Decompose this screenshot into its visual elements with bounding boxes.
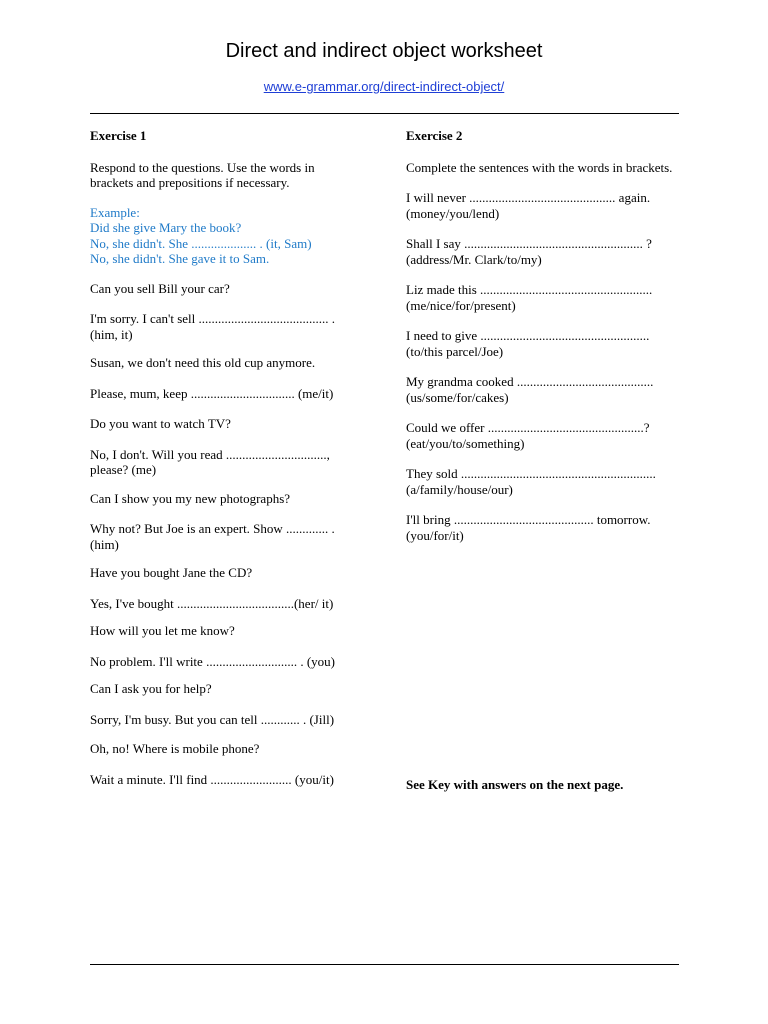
exercise-2-item: Shall I say ....................................................... ? (address/Mr. Clark/to/my) — [406, 236, 656, 267]
example-line: No, she didn't. She gave it to Sam. — [90, 251, 270, 266]
exercise-1-question: How will you let me know? — [90, 623, 235, 638]
exercise-2-item: Could we offer ................................................? (eat/you/to/something) — [406, 420, 653, 451]
exercise-2-item: I need to give .................................................... (to/this parcel/Joe) — [406, 328, 653, 359]
exercise-1-instruction: Respond to the questions. Use the words in brackets and prepositions if necessary. — [90, 159, 318, 190]
exercise-1-answer: Yes, I've bought ....................................(her/ it) — [90, 595, 334, 611]
exercise-1-question: Can you sell Bill your car? — [90, 280, 230, 296]
exercise-1-question: Can I ask you for help? — [90, 681, 212, 696]
exercise-1-answer: No, I don't. Will you read ..............................., please? (me) — [90, 446, 334, 477]
page-title: Direct and indirect object worksheet — [225, 40, 543, 62]
exercise-2-item: Liz made this ..................................................... (me/nice/for/present) — [406, 282, 656, 313]
exercise-1-question: Can I show you my new photographs? — [90, 490, 291, 506]
answer-key-note: See Key with answers on the next page. — [406, 777, 624, 792]
exercise-1-column — [90, 128, 360, 787]
source-link[interactable]: www.e-grammar.org/direct-indirect-object/ — [263, 79, 505, 94]
exercise-2-item: I'll bring ........................................... tomorrow. (you/for/it) — [406, 512, 654, 543]
example-block — [90, 205, 360, 267]
exercise-2-column — [406, 128, 678, 543]
exercise-1-answer: No problem. I'll write ............................ . (you) — [90, 653, 335, 669]
exercise-1-answer: Wait a minute. I'll find ......................... (you/it) — [90, 771, 334, 787]
example-line: Did she give Mary the book? — [90, 220, 242, 235]
exercise-1-answer: Please, mum, keep ................................ (me/it) — [90, 385, 334, 401]
exercise-1-question: Have you bought Jane the CD? — [90, 565, 253, 580]
exercise-2-item: My grandma cooked .......................................... (us/some/for/cakes) — [406, 374, 657, 405]
exercise-1-answer: I'm sorry. I can't sell ........................................ . (him, it) — [90, 311, 339, 342]
bottom-divider — [90, 964, 679, 965]
exercise-1-answer: Sorry, I'm busy. But you can tell ............ . (Jill) — [90, 711, 335, 727]
example-line: Example: — [90, 204, 140, 220]
exercise-2-instruction: Complete the sentences with the words in brackets. — [406, 159, 673, 175]
exercise-1-question: Susan, we don't need this old cup anymore. — [90, 355, 316, 370]
example-line: No, she didn't. She .................... . (it, Sam) — [90, 235, 312, 251]
exercise-1-heading: Exercise 1 — [90, 128, 147, 143]
exercise-2-item: I will never ............................................. again. (money/you/lend) — [406, 190, 654, 221]
exercise-2-heading: Exercise 2 — [406, 128, 463, 143]
exercise-2-item: They sold ............................................................ (a/family/house/our) — [406, 466, 660, 497]
top-divider — [90, 113, 679, 114]
exercise-1-question: Oh, no! Where is mobile phone? — [90, 741, 260, 756]
exercise-1-question: Do you want to watch TV? — [90, 416, 231, 431]
exercise-1-answer: Why not? But Joe is an expert. Show ............. . (him) — [90, 521, 339, 552]
